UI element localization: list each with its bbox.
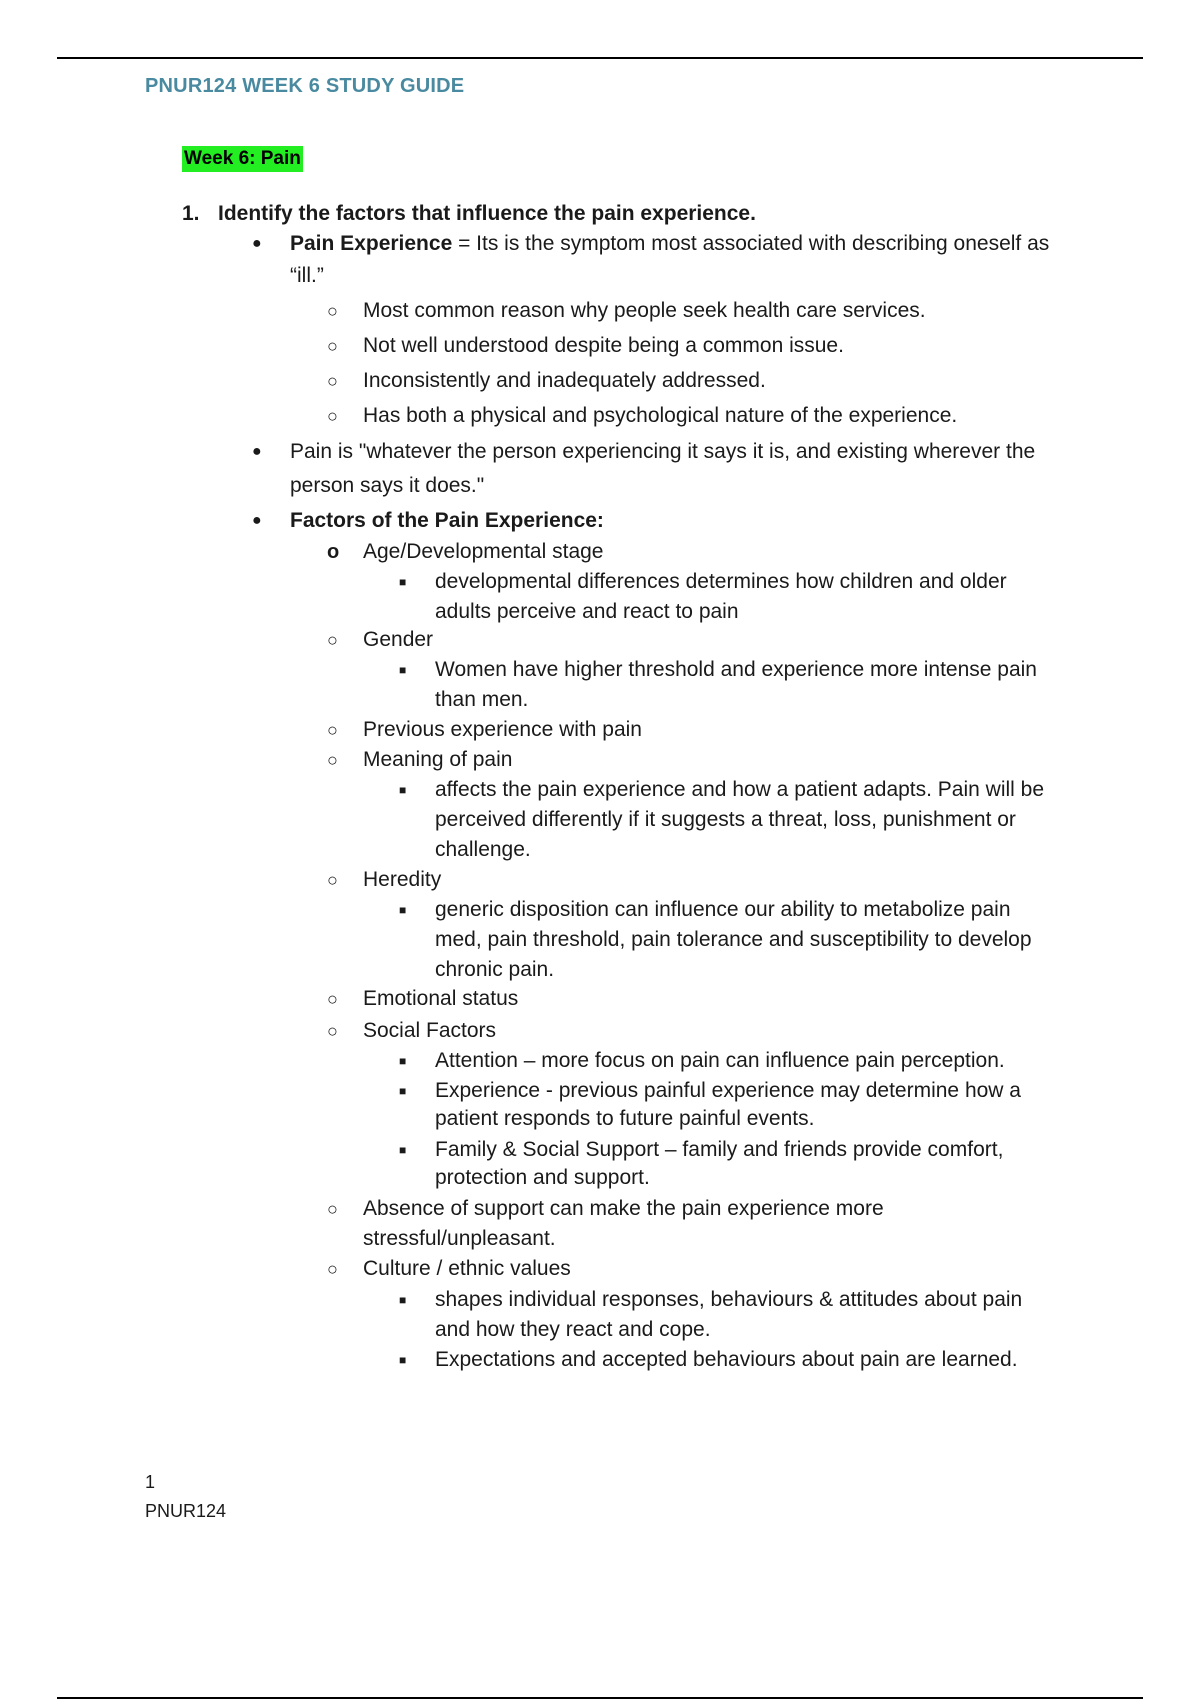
detail-text: chronic pain. <box>435 958 555 981</box>
detail-text: challenge. <box>435 838 531 861</box>
week-label-highlight: Week 6: Pain <box>182 146 303 172</box>
term-pain-experience: Pain Experience <box>290 232 453 255</box>
sub-item-text: Has both a physical and psychological nature of the experience. <box>363 404 958 427</box>
bullet-icon: ● <box>252 512 262 529</box>
factors-heading: Factors of the Pain Experience: <box>290 509 604 532</box>
circle-bullet-icon: o <box>327 541 340 563</box>
detail-text: than men. <box>435 688 529 711</box>
definition-text: = Its is the symptom most associated with describing oneself as <box>452 232 1050 255</box>
circle-bullet-icon: ○ <box>327 301 338 321</box>
continuation-text: person says it does." <box>290 474 485 497</box>
square-bullet-icon: ■ <box>399 783 407 797</box>
detail-text: Attention – more focus on pain can influence pain perception. <box>435 1049 1005 1072</box>
detail-text: shapes individual responses, behaviours & attitudes about pain <box>435 1288 1023 1311</box>
bullet-text: Pain is "whatever the person experiencing it says it is, and existing wherever the <box>290 440 1036 463</box>
bullet-text <box>290 230 1049 258</box>
course-code: PNUR124 <box>145 1501 227 1521</box>
square-bullet-icon: ■ <box>399 663 407 677</box>
circle-bullet-icon: ○ <box>327 406 338 426</box>
header-rule <box>57 57 1143 59</box>
circle-bullet-icon: ○ <box>327 371 338 391</box>
detail-text: and how they react and cope. <box>435 1318 711 1341</box>
bullet-icon: ● <box>252 443 262 460</box>
detail-text: Experience - previous painful experience may determine how a <box>435 1079 1021 1102</box>
factor-text: Age/Developmental stage <box>363 540 604 563</box>
factor-text: Culture / ethnic values <box>363 1257 571 1280</box>
circle-bullet-icon: ○ <box>327 750 338 770</box>
footer-rule <box>57 1697 1143 1699</box>
detail-text: patient responds to future painful events. <box>435 1107 815 1130</box>
square-bullet-icon: ■ <box>399 575 407 589</box>
factor-text: Gender <box>363 628 434 651</box>
detail-text: Expectations and accepted behaviours about pain are learned. <box>435 1348 1018 1371</box>
circle-bullet-icon: ○ <box>327 630 338 650</box>
detail-text: perceived differently if it suggests a threat, loss, punishment or <box>435 808 1016 831</box>
square-bullet-icon: ■ <box>399 903 407 917</box>
factor-text: Social Factors <box>363 1019 497 1042</box>
detail-text: Women have higher threshold and experience more intense pain <box>435 658 1037 681</box>
circle-bullet-icon: ○ <box>327 989 338 1009</box>
square-bullet-icon: ■ <box>399 1084 407 1098</box>
circle-bullet-icon: ○ <box>327 1259 338 1279</box>
continuation-text: “ill.” <box>290 264 324 287</box>
square-bullet-icon: ■ <box>399 1293 407 1307</box>
circle-bullet-icon: ○ <box>327 1199 338 1219</box>
detail-text: med, pain threshold, pain tolerance and susceptibility to develop <box>435 928 1032 951</box>
question-number: 1. <box>182 202 200 225</box>
square-bullet-icon: ■ <box>399 1353 407 1367</box>
factor-text: stressful/unpleasant. <box>363 1227 556 1250</box>
detail-text: adults perceive and react to pain <box>435 600 739 623</box>
square-bullet-icon: ■ <box>399 1054 407 1068</box>
factor-text: Previous experience with pain <box>363 718 642 741</box>
sub-item-text: Most common reason why people seek health care services. <box>363 299 926 322</box>
detail-text: generic disposition can influence our ability to metabolize pain <box>435 898 1011 921</box>
page-number: 1 <box>145 1472 156 1492</box>
circle-bullet-icon: ○ <box>327 870 338 890</box>
detail-text: developmental differences determines how children and older <box>435 570 1007 593</box>
detail-text: affects the pain experience and how a patient adapts. Pain will be <box>435 778 1045 801</box>
factor-text: Absence of support can make the pain experience more <box>363 1197 884 1220</box>
sub-item-text: Not well understood despite being a common issue. <box>363 334 844 357</box>
detail-text: Family & Social Support – family and friends provide comfort, <box>435 1138 1004 1161</box>
square-bullet-icon: ■ <box>399 1143 407 1157</box>
sub-item-text: Inconsistently and inadequately addressed. <box>363 369 766 392</box>
document-header: PNUR124 WEEK 6 STUDY GUIDE <box>145 75 465 97</box>
circle-bullet-icon: ○ <box>327 1021 338 1041</box>
question-text: Identify the factors that influence the pain experience. <box>218 202 756 225</box>
factor-text: Heredity <box>363 868 442 891</box>
bullet-icon: ● <box>252 235 262 252</box>
detail-text: protection and support. <box>435 1166 650 1189</box>
circle-bullet-icon: ○ <box>327 720 338 740</box>
circle-bullet-icon: ○ <box>327 336 338 356</box>
factor-text: Meaning of pain <box>363 748 513 771</box>
factor-text: Emotional status <box>363 987 519 1010</box>
